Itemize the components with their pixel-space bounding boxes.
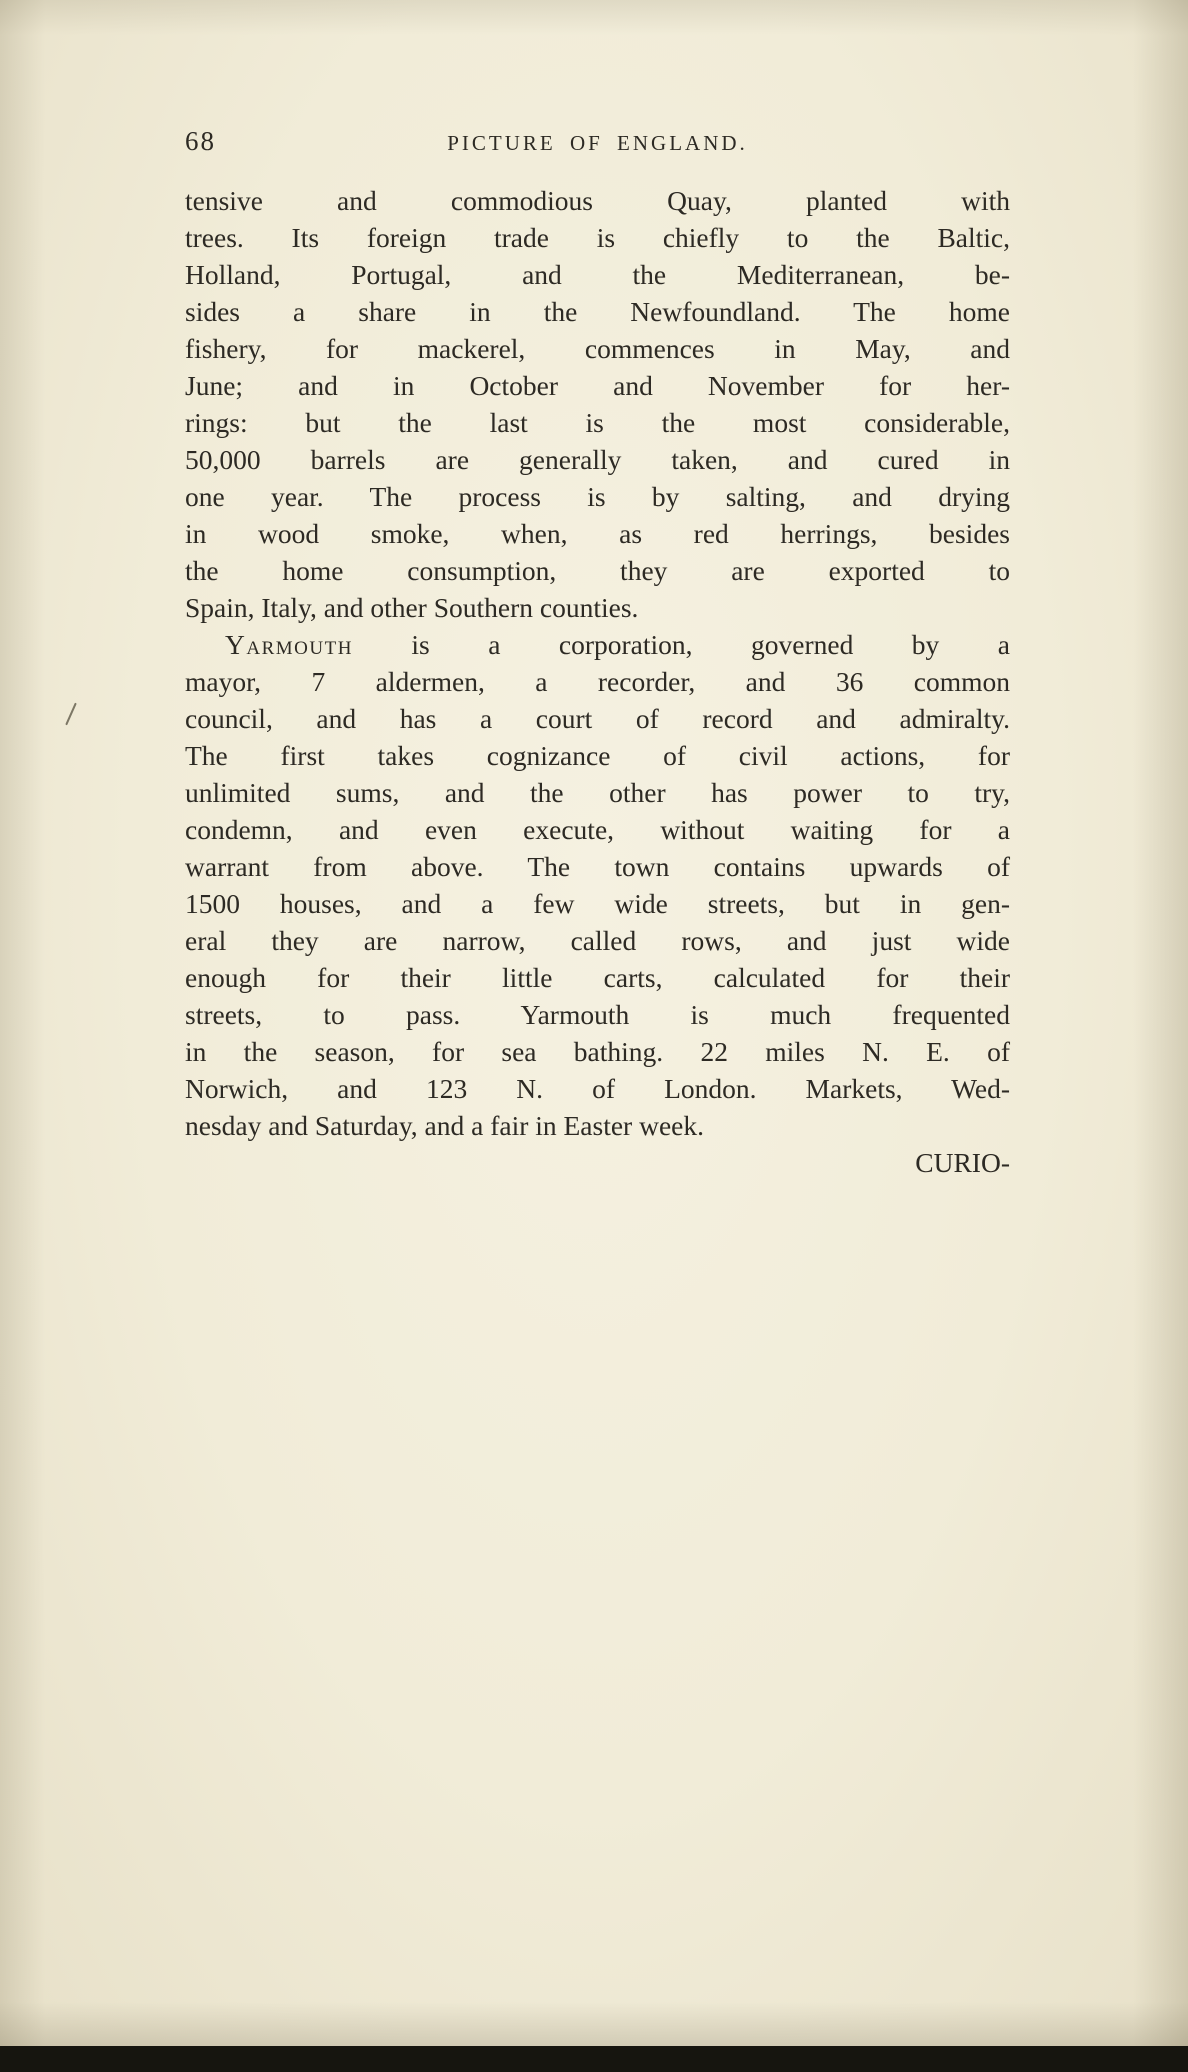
text-line: The first takes cognizance of civil actions, for xyxy=(185,740,1010,771)
text-line: 1500 houses, and a few wide streets, but in gen- xyxy=(185,888,1010,919)
text-line: one year. The process is by salting, and drying xyxy=(185,481,1010,512)
text-line: in wood smoke, when, as red herrings, besides xyxy=(185,518,1010,549)
text-line: trees. Its foreign trade is chiefly to the Baltic, xyxy=(185,222,1010,253)
catchword: CURIO- xyxy=(915,1147,1010,1178)
body-text xyxy=(185,182,1010,1144)
text-line: fishery, for mackerel, commences in May, and xyxy=(185,333,1010,364)
text-line: June; and in October and November for her- xyxy=(185,370,1010,401)
text-line: Norwich, and 123 N. of London. Markets, Wed- xyxy=(185,1073,1010,1104)
text-line: eral they are narrow, called rows, and just wide xyxy=(185,925,1010,956)
text-line: Yarmouth is a corporation, governed by a xyxy=(225,629,1010,660)
text-line: 50,000 barrels are generally taken, and cured in xyxy=(185,444,1010,475)
scan-edge-bottom xyxy=(0,2046,1188,2072)
page-number: 68 xyxy=(185,126,216,156)
stray-ink-mark xyxy=(65,703,77,726)
text-line: council, and has a court of record and admiralty. xyxy=(185,703,1010,734)
text-line: streets, to pass. Yarmouth is much frequented xyxy=(185,999,1010,1030)
text-line: rings: but the last is the most considerable, xyxy=(185,407,1010,438)
paragraph xyxy=(185,182,1010,626)
text-line: nesday and Saturday, and a fair in Easter week. xyxy=(185,1110,704,1141)
text-line: mayor, 7 aldermen, a recorder, and 36 common xyxy=(185,666,1010,697)
text-line: enough for their little carts, calculated for their xyxy=(185,962,1010,993)
text-line: sides a share in the Newfoundland. The home xyxy=(185,296,1010,327)
text-line: warrant from above. The town contains upwards of xyxy=(185,851,1010,882)
small-caps-word: Yarmouth xyxy=(225,629,353,660)
text-line: Holland, Portugal, and the Mediterranean, be- xyxy=(185,259,1010,290)
text-line: Spain, Italy, and other Southern counties. xyxy=(185,592,639,623)
text-line: in the season, for sea bathing. 22 miles N. E. of xyxy=(185,1036,1010,1067)
running-header: PICTURE OF ENGLAND. xyxy=(447,131,748,155)
text-line: the home consumption, they are exported to xyxy=(185,555,1010,586)
text-line: condemn, and even execute, without waiting for a xyxy=(185,814,1010,845)
text-line: unlimited sums, and the other has power to try, xyxy=(185,777,1010,808)
paragraph xyxy=(185,626,1010,1144)
text-line: tensive and commodious Quay, planted with xyxy=(185,185,1010,216)
page-header xyxy=(185,126,1010,162)
